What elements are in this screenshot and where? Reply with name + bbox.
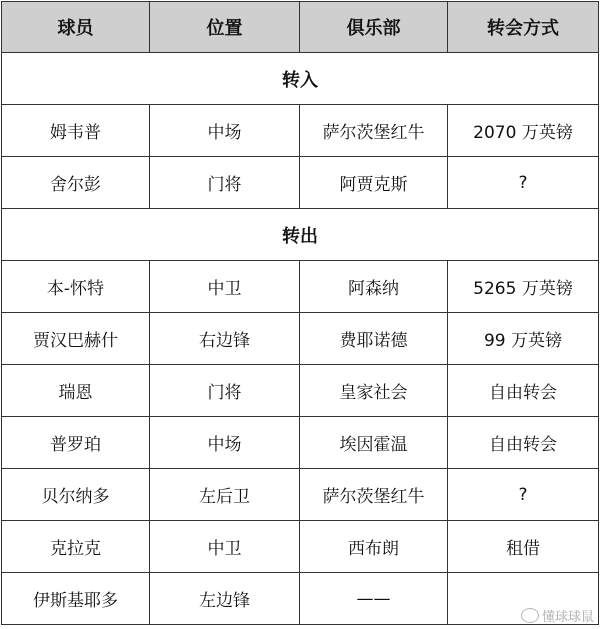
cell-player: 克拉克 [2,521,150,573]
section-title: 转出 [2,209,599,261]
cell-player: 姆韦普 [2,105,150,157]
cell-player: 普罗珀 [2,417,150,469]
cell-position: 中卫 [150,261,300,313]
cell-transfer: 自由转会 [448,365,599,417]
header-transfer-type: 转会方式 [448,2,599,53]
cell-position: 左后卫 [150,469,300,521]
cell-position: 中卫 [150,521,300,573]
cell-club: 阿森纳 [300,261,448,313]
cell-position: 中场 [150,105,300,157]
cell-player: 贾汉巴赫什 [2,313,150,365]
transfer-table [1,1,599,625]
cell-player: 贝尔纳多 [2,469,150,521]
cell-transfer: 5265 万英镑 [448,261,599,313]
cell-club: —— [300,573,448,625]
cell-player: 本-怀特 [2,261,150,313]
header-club: 俱乐部 [300,2,448,53]
cell-position: 门将 [150,365,300,417]
cell-player: 舍尔彭 [2,157,150,209]
table-row [2,105,599,157]
cell-position: 门将 [150,157,300,209]
watermark [521,606,594,625]
cell-transfer: 自由转会 [448,417,599,469]
table-row [2,157,599,209]
header-player: 球员 [2,2,150,53]
cell-club: 埃因霍温 [300,417,448,469]
cell-position: 左边锋 [150,573,300,625]
cell-club: 西布朗 [300,521,448,573]
cell-player: 伊斯基耶多 [2,573,150,625]
table-row [2,573,599,625]
cell-transfer: ? [448,157,599,209]
weibo-logo-icon [521,608,539,623]
watermark-text: 懂球球鼠 [541,610,594,625]
cell-position: 中场 [150,417,300,469]
section-row-in [2,53,599,105]
cell-club: 费耶诺德 [300,313,448,365]
cell-transfer: 租借 [448,521,599,573]
cell-club: 阿贾克斯 [300,157,448,209]
table-row [2,313,599,365]
table-row [2,521,599,573]
cell-player: 瑞恩 [2,365,150,417]
cell-position: 右边锋 [150,313,300,365]
section-row-out [2,209,599,261]
table-row [2,261,599,313]
header-position: 位置 [150,2,300,53]
cell-transfer: 2070 万英镑 [448,105,599,157]
cell-transfer: ? [448,469,599,521]
cell-transfer: 99 万英镑 [448,313,599,365]
cell-club: 萨尔茨堡红牛 [300,469,448,521]
section-title: 转入 [2,53,599,105]
table-row [2,417,599,469]
cell-club: 皇家社会 [300,365,448,417]
header-row [2,2,599,53]
cell-club: 萨尔茨堡红牛 [300,105,448,157]
table-row [2,365,599,417]
table-row [2,469,599,521]
